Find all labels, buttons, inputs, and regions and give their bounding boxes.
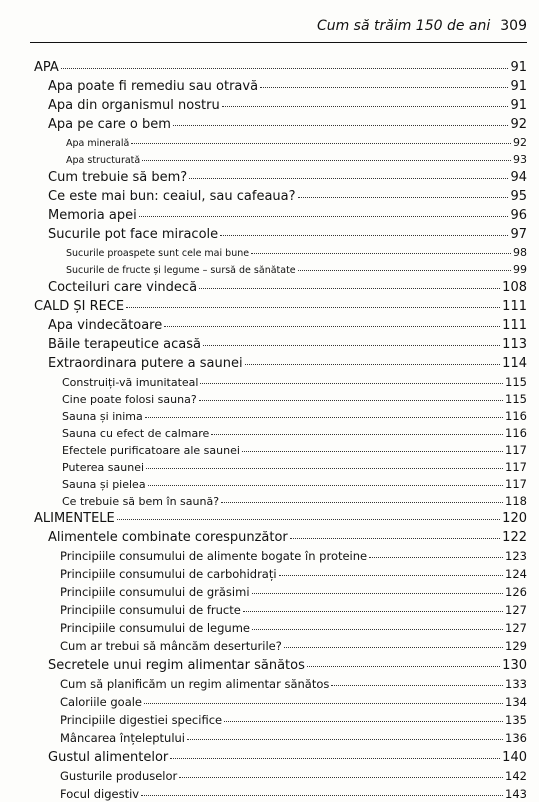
toc-entry-label: Puterea saunei: [62, 461, 145, 474]
dot-leader: [179, 777, 503, 778]
toc-entry-page: 135: [505, 713, 527, 727]
toc-entry-page: 142: [505, 769, 527, 783]
header-rule: [30, 42, 527, 43]
toc-entry-label: Principiile consumului de fructe: [60, 603, 241, 617]
toc-entry: [48, 530, 527, 545]
running-head: [300, 18, 527, 40]
toc-entry-page: 91: [510, 79, 527, 94]
dot-leader: [220, 235, 508, 236]
dot-leader: [331, 685, 503, 686]
toc-entry-label: Sauna cu efect de calmare: [62, 427, 210, 440]
dot-leader: [243, 611, 503, 612]
dot-leader: [187, 739, 503, 740]
toc-entry: [48, 337, 527, 352]
toc-entry-page: 133: [505, 677, 527, 691]
toc-entry-page: 126: [505, 585, 527, 599]
toc-entry-page: 93: [513, 153, 527, 166]
toc-entry: [48, 170, 527, 185]
dot-leader: [203, 345, 500, 346]
toc-subentry: [60, 567, 527, 581]
dot-leader: [369, 557, 503, 558]
toc-subentry: [60, 639, 527, 653]
toc-subentry: [62, 443, 527, 457]
dot-leader: [142, 160, 511, 161]
toc-subentry: [62, 392, 527, 406]
dot-leader: [252, 629, 503, 630]
toc-entry-label: Sucurile pot face miracole: [48, 227, 219, 242]
toc-entry-label: Ce este mai bun: ceaiul, sau cafeaua?: [48, 189, 296, 204]
toc-entry-page: 117: [505, 477, 527, 491]
toc-entry-label: Gustul alimentelor: [48, 750, 169, 765]
toc-entry-label: Principiile consumului de carbohidrați: [60, 567, 277, 581]
toc-subentry: [62, 460, 527, 474]
dot-leader: [148, 485, 503, 486]
toc-entry: [48, 658, 527, 673]
dot-leader: [144, 703, 503, 704]
toc-entry: [48, 280, 527, 295]
dot-leader: [199, 288, 500, 289]
dot-leader: [284, 647, 503, 648]
toc-entry-page: 117: [505, 443, 527, 457]
toc-entry-label: Apa din organismul nostru: [48, 98, 220, 113]
toc-entry: [48, 98, 527, 113]
toc-subentry: [60, 585, 527, 599]
toc-subentry: [60, 731, 527, 745]
dot-leader: [211, 434, 503, 435]
toc-entry-page: 140: [502, 750, 527, 765]
toc-entry-label: Sauna și inima: [62, 410, 143, 423]
toc-entry-page: 116: [505, 426, 527, 440]
toc-chapter-alimentele: [34, 511, 527, 526]
toc-entry-page: 99: [513, 263, 527, 276]
running-head-page-number: 309: [500, 18, 527, 34]
toc-subentry: [60, 549, 527, 563]
toc-entry-page: 129: [505, 639, 527, 653]
toc-entry-page: 115: [505, 375, 527, 389]
toc-entry-label: Apa poate fi remediu sau otravă: [48, 79, 259, 94]
dot-leader: [224, 721, 503, 722]
dot-leader: [117, 519, 500, 520]
dot-leader: [146, 468, 503, 469]
toc-entry-label: ALIMENTELE: [34, 511, 115, 526]
toc-subentry: [60, 677, 527, 691]
toc-entry-label: Cum să planificăm un regim alimentar sănătos: [60, 677, 330, 691]
toc-chapter-apa: [34, 60, 527, 75]
dot-leader: [141, 795, 503, 796]
toc-entry-page: 127: [505, 603, 527, 617]
toc-entry-label: Sucurile de fructe și legume – sursă de sănătate: [66, 265, 296, 276]
toc-entry-page: 92: [510, 117, 527, 132]
toc-entry-label: Gusturile produselor: [60, 769, 178, 783]
toc-entry: [48, 189, 527, 204]
toc-entry-page: 114: [502, 356, 527, 371]
dot-leader: [245, 364, 501, 365]
toc-entry-label: Cum trebuie să bem?: [48, 170, 188, 185]
toc-subentry: [62, 409, 527, 423]
toc-entry-page: 123: [505, 549, 527, 563]
dot-leader: [290, 538, 500, 539]
toc-entry-page: 96: [510, 208, 527, 223]
toc-entry-page: 120: [502, 511, 527, 526]
toc-subentry: [66, 136, 527, 149]
toc-entry-page: 130: [502, 658, 527, 673]
toc-subentry: [66, 246, 527, 259]
toc-entry-label: Apa pe care o bem: [48, 117, 171, 132]
toc-entry-label: Focul digestiv: [60, 787, 140, 801]
toc-entry-label: Principiile consumului de grăsimi: [60, 585, 250, 599]
toc-subentry: [60, 621, 527, 635]
toc-subentry: [60, 603, 527, 617]
toc-entry-page: 108: [502, 280, 527, 295]
toc-entry-label: Sauna și pielea: [62, 478, 146, 491]
dot-leader: [279, 575, 503, 576]
toc-subentry: [62, 477, 527, 491]
toc-entry-label: Principiile consumului de legume: [60, 621, 250, 635]
toc-entry-page: 136: [505, 731, 527, 745]
toc-subentry: [60, 695, 527, 709]
toc-entry-page: 92: [513, 136, 527, 149]
dot-leader: [189, 178, 508, 179]
toc-entry-label: Secretele unui regim alimentar sănătos: [48, 658, 305, 673]
toc-subentry: [62, 494, 527, 508]
dot-leader: [164, 326, 500, 327]
toc-entry: [48, 208, 527, 223]
dot-leader: [199, 400, 503, 401]
dot-leader: [260, 87, 508, 88]
toc-entry-label: Băile terapeutice acasă: [48, 337, 201, 352]
dot-leader: [61, 68, 509, 69]
toc-entry-label: Memoria apei: [48, 208, 137, 223]
toc-entry-label: Caloriile goale: [60, 695, 143, 709]
toc-entry-label: Cocteiluri care vindecă: [48, 280, 198, 295]
toc-entry-page: 98: [513, 246, 527, 259]
dot-leader: [222, 106, 509, 107]
toc-entry-page: 143: [505, 787, 527, 801]
toc-entry-label: Apa vindecătoare: [48, 318, 163, 333]
toc-subentry: [60, 769, 527, 783]
toc-entry-label: Cum ar trebui să mâncăm deserturile?: [60, 639, 282, 653]
toc-entry-label: Principiile digestiei specifice: [60, 713, 223, 727]
toc-entry-page: 124: [505, 567, 527, 581]
dot-leader: [145, 417, 503, 418]
toc-entry-label: Ce trebuie să bem în saună?: [62, 495, 220, 508]
toc-entry-label: APA: [34, 60, 59, 75]
toc-entry-page: 122: [502, 530, 527, 545]
toc-entry: [48, 117, 527, 132]
toc-entry-label: Extraordinara putere a saunei: [48, 356, 243, 371]
toc-entry: [48, 750, 527, 765]
toc-entry: [48, 356, 527, 371]
dot-leader: [126, 307, 500, 308]
toc-entry-label: Alimentele combinate corespunzător: [48, 530, 288, 545]
toc-entry-page: 111: [502, 318, 527, 333]
dot-leader: [139, 216, 509, 217]
toc-entry: [48, 79, 527, 94]
dot-leader: [251, 253, 511, 254]
dot-leader: [200, 383, 503, 384]
toc-entry-page: 116: [505, 409, 527, 423]
dot-leader: [252, 593, 504, 594]
toc-subentry: [66, 263, 527, 276]
toc-entry-label: Principiile consumului de alimente bogate în proteine: [60, 549, 368, 563]
toc-subentry: [60, 713, 527, 727]
toc-entry-page: 117: [505, 460, 527, 474]
toc-entry-page: 118: [505, 494, 527, 508]
toc-entry-label: Construiți-vă imunitateal: [62, 376, 199, 389]
toc-entry-label: Apa structurată: [66, 155, 141, 166]
toc-entry-page: 127: [505, 621, 527, 635]
toc-entry-label: Efectele purificatoare ale saunei: [62, 444, 240, 457]
dot-leader: [307, 666, 500, 667]
dot-leader: [242, 451, 503, 452]
toc-chapter-cald-si-rece: [34, 299, 527, 314]
toc-entry-label: Cine poate folosi sauna?: [62, 393, 197, 406]
dot-leader: [298, 270, 511, 271]
dot-leader: [131, 143, 511, 144]
toc-entry: [48, 318, 527, 333]
toc-entry-page: 97: [510, 227, 527, 242]
dot-leader: [173, 125, 509, 126]
toc-entry-page: 91: [510, 98, 527, 113]
toc-entry-page: 94: [510, 170, 527, 185]
toc-entry-page: 95: [510, 189, 527, 204]
toc-entry-label: Mâncarea înțeleptului: [60, 731, 185, 745]
toc-entry-label: CALD ȘI RECE: [34, 299, 125, 314]
toc-entry-page: 111: [502, 299, 527, 314]
toc-subentry: [60, 787, 527, 801]
toc-subentry: [62, 375, 527, 389]
toc-entry: [48, 227, 527, 242]
dot-leader: [298, 197, 509, 198]
toc-entry-page: 113: [502, 337, 527, 352]
toc-entry-label: Apa minerală: [66, 138, 130, 149]
toc-entry-page: 91: [510, 60, 527, 75]
running-head-title: Cum să trăim 150 de ani: [316, 18, 491, 34]
toc-entry-page: 134: [505, 695, 527, 709]
dot-leader: [170, 758, 500, 759]
toc-subentry: [66, 153, 527, 166]
toc-entry-label: Sucurile proaspete sunt cele mai bune: [66, 248, 250, 259]
toc-entry-page: 115: [505, 392, 527, 406]
dot-leader: [221, 502, 503, 503]
toc-subentry: [62, 426, 527, 440]
